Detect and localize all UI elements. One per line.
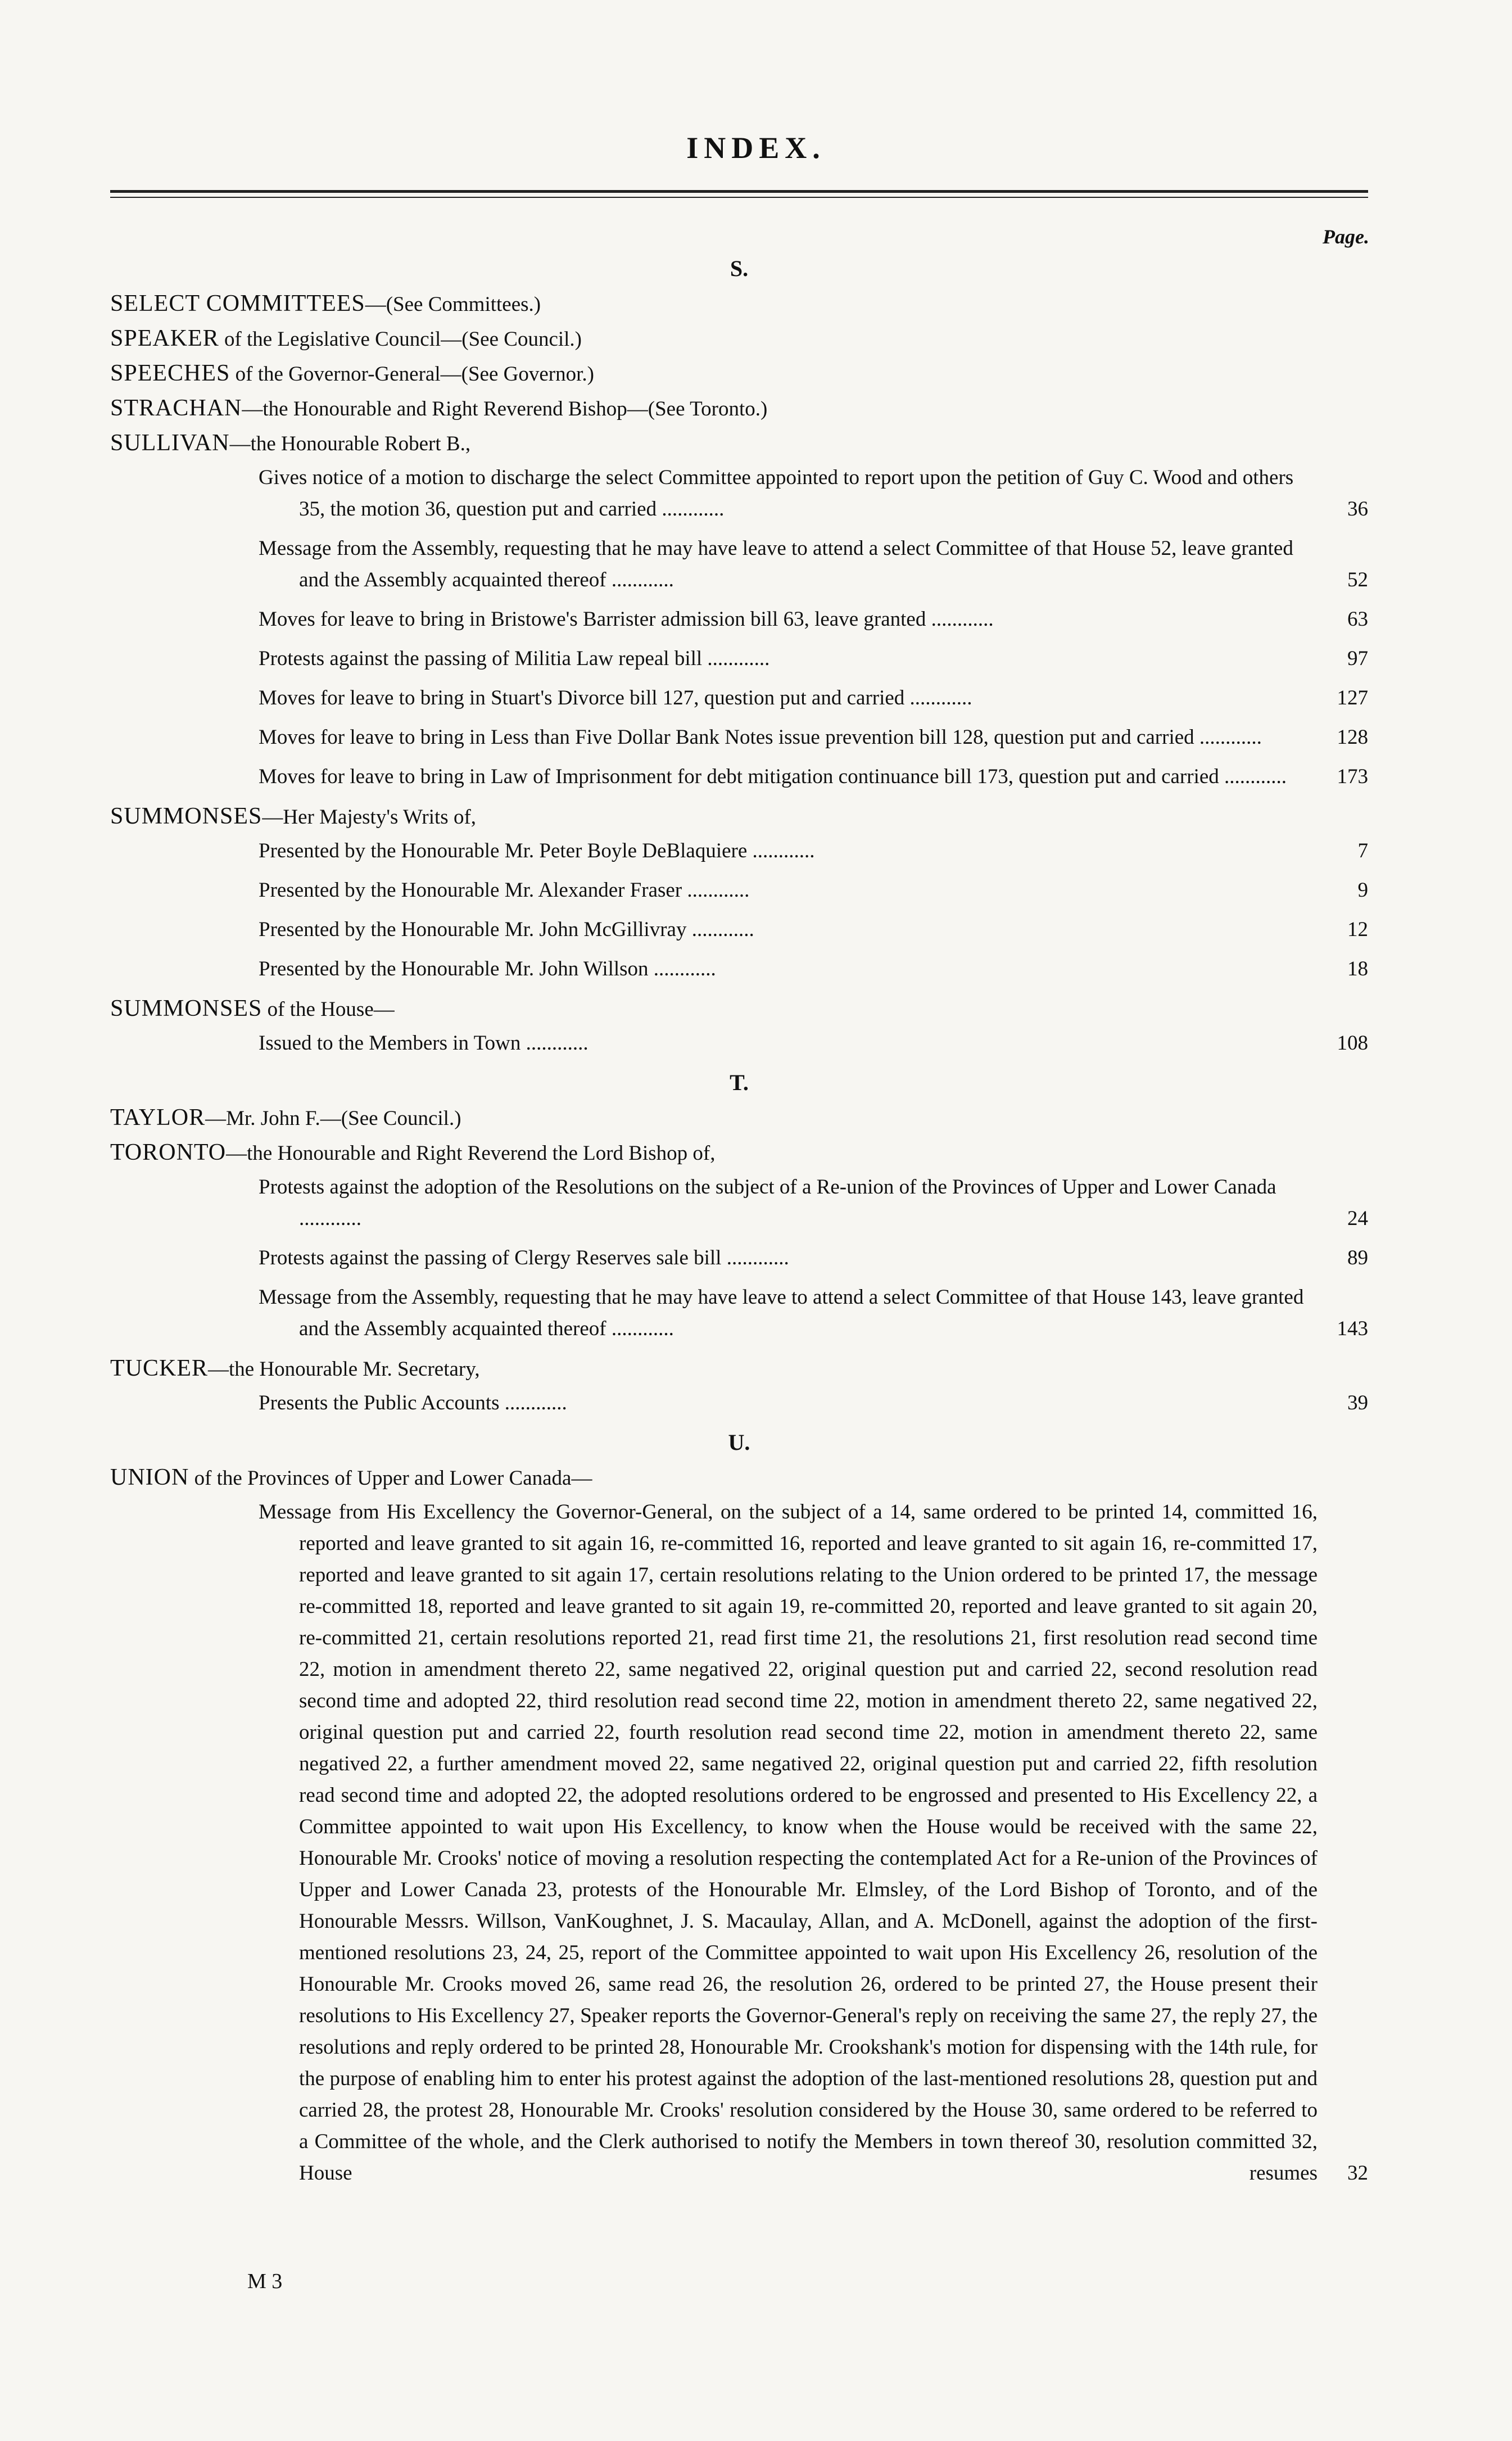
entry-text: Moves for leave to bring in Stuart's Divorce bill 127, question put and carried ............ [259,686,972,709]
index-entry [110,1028,1368,1059]
index-entry [110,604,1368,635]
heading-rest: —the Honourable Mr. Secretary, [208,1358,480,1381]
index-entry [110,1282,1368,1345]
title-rule-thick [110,190,1368,193]
index-entry [110,953,1368,985]
entry-text: Presented by the Honourable Mr. John McGillivray ............ [259,918,754,941]
heading-word: SPEAKER [110,326,219,351]
heading-word: TORONTO [110,1140,227,1165]
index-entry [110,835,1368,867]
entry-text: Protests against the passing of Clergy Reserves sale bill ............ [259,1246,789,1269]
union-entry [110,1497,1368,2189]
index-heading [110,1137,1368,1169]
index-entry [110,914,1368,946]
entry-page: 12 [1347,918,1368,941]
heading-word: SUMMONSES [110,803,262,829]
index-heading [110,1353,1368,1385]
heading-word: TAYLOR [110,1105,206,1131]
heading-rest: —Her Majesty's Writs of, [262,806,477,829]
index-heading [110,288,1368,320]
index-heading [110,993,1368,1025]
heading-rest: of the Provinces of Upper and Lower Canada— [189,1467,592,1490]
entry-page: 127 [1337,686,1368,709]
index-heading [110,427,1368,460]
entry-page: 89 [1347,1246,1368,1269]
heading-rest: of the House— [262,998,395,1021]
heading-word: SULLIVAN [110,430,230,456]
index-entry [110,533,1368,596]
section-letter: T. [730,1070,749,1095]
heading-rest: —the Honourable and Right Reverend Bishop—(See Toronto.) [242,397,768,421]
heading-rest: —the Honourable and Right Reverend the Lord Bishop of, [226,1142,716,1165]
entry-text: Message from the Assembly, requesting that he may have leave to attend a select Committee of that House 52, leave granted and the Assembly acquainted thereof ............ [259,537,1293,591]
entry-text: Moves for leave to bring in Bristowe's Barrister admission bill 63, leave granted ............ [259,608,994,631]
heading-word: UNION [110,1464,189,1490]
entry-page: 9 [1357,879,1368,902]
index-entry [110,643,1368,675]
index-entry [110,1387,1368,1419]
entry-text: Presented by the Honourable Mr. Peter Boyle DeBlaquiere ............ [259,839,815,862]
entry-page: 18 [1347,957,1368,980]
index-entry [110,875,1368,906]
index-heading [110,1462,1368,1494]
entry-page: 173 [1337,765,1368,788]
entry-text: Moves for leave to bring in Law of Imprisonment for debt mitigation continuance bill 173, question put and carried ............ [259,765,1287,788]
index-heading [110,358,1368,390]
union-entry-text: Message from His Excellency the Governor-General, on the subject of a 14, same ordered to be printed 14, committed 16, reported and leave granted to sit again 16, re-committed 16, reported and leave granted to sit again 16, re-committed 17, reported and leave granted to sit again 17, certain resolutions relating to the Union ordered to be printed 17, the message re-committed 18, reported and leave granted to sit again 19, re-committed 20, reported and leave granted to sit again 20, re-committed 21, certain resolutions reported 21, read first time 21, the resolutions 21, first resolution read second time 22, motion in amendment thereto 22, same negatived 22, original question put and carried 22, second resolution read second time and adopted 22, third resolution read second time 22, motion in amendment thereto 22, same negatived 22, original question put and carried 22, fourth resolution read second time 22, motion in amendment thereto 22, same negatived 22, a further amendment moved 22, same negatived 22, original question put and carried 22, fifth resolution read second time and adopted 22, the adopted resolutions ordered to be engrossed and presented to His Excellency 22, a Committee appointed to wait upon His Excellency, to know when the House would be received with the same 22, Honourable Mr. Crooks' notice of moving a resolution respecting the contemplated Act for a Re-union of the Provinces of Upper and Lower Canada 23, protests of the Honourable Mr. Elmsley, of the Lord Bishop of Toronto, and of the Honourable Messrs. Willson, VanKoughnet, J. S. Macaulay, Allan, and A. McDonell, against the adoption of the first-mentioned resolutions 23, 24, 25, report of the Committee appointed to wait upon His Excellency 26, resolution of the Honourable Mr. Crooks moved 26, same read 26, the resolution 26, ordered to be printed 27, the House present their resolutions to His Excellency 27, Speaker reports the Governor-General's reply on receiving the same 27, the reply 27, the resolutions and reply ordered to be printed 28, Honourable Mr. Crookshank's motion for dispensing with the 14th rule, for the purpose of enabling him to enter his protest against the adoption of the last-mentioned resolutions 28, question put and carried 28, the protest 28, Honourable Mr. Crooks' resolution considered by the House 30, same ordered to be referred to a Committee of the whole, and the Clerk authorised to notify the Members in town thereof 30, resolution committed 32, House resumes [259,1500,1318,2185]
entry-page: 128 [1337,726,1368,749]
heading-word: SPEECHES [110,360,230,386]
index-heading [110,323,1368,355]
entry-text: Moves for leave to bring in Less than Five Dollar Bank Notes issue prevention bill 128, question put and carried ............ [259,726,1262,749]
entry-text: Protests against the passing of Militia Law repeal bill ............ [259,647,770,670]
section-letter: S. [730,256,749,281]
page-title: INDEX. [686,131,826,165]
heading-word: SELECT COMMITTEES [110,291,365,317]
heading-rest: of the Legislative Council—(See Council.) [219,328,582,351]
entry-page: 24 [1347,1207,1368,1230]
entry-page: 39 [1347,1391,1368,1414]
heading-rest: —Mr. John F.—(See Council.) [205,1107,461,1130]
entry-text: Presented by the Honourable Mr. John Willson ............ [259,957,716,980]
entry-page: 52 [1347,568,1368,591]
index-entry [110,761,1368,793]
entry-page: 63 [1347,608,1368,631]
index-entry [110,682,1368,714]
union-entry-page: 32 [1347,2162,1368,2185]
entry-page: 36 [1347,498,1368,521]
heading-word: TUCKER [110,1355,208,1381]
signature-mark: M 3 [247,2270,283,2293]
entry-text: Issued to the Members in Town ............ [259,1032,588,1055]
index-heading [110,392,1368,425]
heading-rest: —the Honourable Robert B., [229,432,471,455]
index-heading [110,1102,1368,1134]
entry-text: Message from the Assembly, requesting that he may have leave to attend a select Committee of that House 143, leave granted and the Assembly acquainted thereof ............ [259,1286,1304,1340]
entry-page: 7 [1357,839,1368,862]
entry-page: 108 [1337,1032,1368,1055]
heading-word: STRACHAN [110,395,242,421]
entry-page: 97 [1347,647,1368,670]
index-content [110,247,1368,2197]
section-letter: U. [728,1430,750,1455]
title-rule-thin [110,197,1368,198]
index-entry [110,1242,1368,1274]
heading-word: SUMMONSES [110,996,262,1021]
index-entry [110,462,1368,525]
index-entry [110,722,1368,753]
index-entry [110,1172,1368,1235]
heading-rest: —(See Committees.) [365,293,541,316]
entry-text: Gives notice of a motion to discharge the select Committee appointed to report upon the petition of Guy C. Wood and others 35, the motion 36, question put and carried ............ [259,466,1294,521]
index-heading [110,801,1368,833]
entry-text: Presents the Public Accounts ............ [259,1391,567,1414]
entry-text: Protests against the adoption of the Resolutions on the subject of a Re-union of the Provinces of Upper and Lower Canada ............ [259,1176,1276,1230]
entry-page: 143 [1337,1317,1368,1340]
entry-text: Presented by the Honourable Mr. Alexander Fraser ............ [259,879,750,902]
heading-rest: of the Governor-General—(See Governor.) [230,363,594,386]
page-column-label: Page. [1323,225,1369,248]
